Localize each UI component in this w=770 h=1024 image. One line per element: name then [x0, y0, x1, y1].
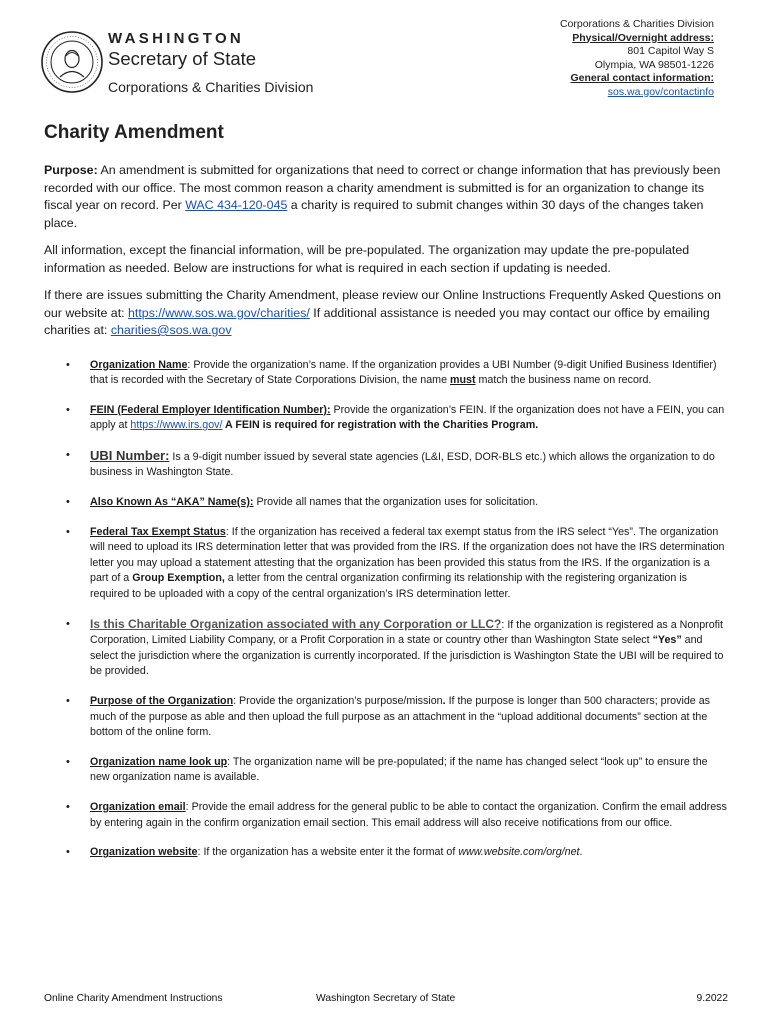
- item-text: : The organization name will be pre-populated; if the name has changed select “look up” to ensure the new organization name is available.: [90, 755, 708, 784]
- bullet-icon: •: [66, 358, 70, 371]
- list-item-association: [44, 617, 728, 680]
- bullet-icon: •: [66, 695, 70, 707]
- bullet-icon: •: [66, 755, 70, 768]
- page-title: Charity Amendment: [44, 122, 224, 143]
- purpose-text-2: a charity is required to submit changes within 30 days of the changes taken place.: [44, 198, 704, 230]
- item-title: Organization website: [90, 846, 198, 859]
- bullet-icon: •: [66, 846, 70, 859]
- item-text: : Provide the email address for the general public to be able to contact the organization. Confirm the email address by entering again in the confirm organization email section. This email address will also receive notifications from our office.: [90, 800, 727, 829]
- logo-washington: WASHINGTON: [108, 30, 245, 47]
- bullet-icon: •: [66, 448, 70, 461]
- item-title: Also Known As “AKA” Name(s):: [90, 496, 254, 509]
- item-title: FEIN (Federal Employer Identification Number):: [90, 403, 331, 416]
- list-item-organization-name: [44, 358, 728, 389]
- header-contact: [560, 18, 714, 99]
- item-text: If the purpose is longer than 500 characters; provide as much of the purpose as able and then upload the full purpose as an attachment in the “upload additional documents” section at the bottom of the online form.: [90, 695, 710, 739]
- list-item-tax-exempt: [44, 525, 728, 603]
- list-item-purpose: [44, 694, 728, 741]
- item-title: Is this Charitable Organization associated with any Corporation or LLC?: [90, 616, 502, 631]
- charities-website-link[interactable]: https://www.sos.wa.gov/charities/: [128, 305, 310, 320]
- help-text-2: If additional assistance is needed you may contact our office by emailing charities at:: [44, 305, 710, 337]
- bullet-icon: •: [66, 403, 70, 416]
- item-title: Organization email: [90, 800, 186, 813]
- item-text: : If the organization has received a federal tax exempt status from the IRS select “Yes”. The organization will need to upload its IRS determination letter that was provided from the IRS. If the organization does not have the IRS determination letter you may upload a statement attesting that the organization has been provided this status from the IRS. If the organization is a part of a: [90, 525, 725, 585]
- item-emphasis: must: [450, 374, 476, 387]
- logo-division: Corporations & Charities Division: [108, 79, 314, 95]
- purpose-text-1: An amendment is submitted for organizations that need to correct or change information that has previously been recorded with our office. The most common reason a charity amendment is submitted is for an organization to change its fiscal year on record. Per: [44, 163, 721, 212]
- item-text: match the business name on record.: [475, 374, 652, 387]
- prepopulated-paragraph: All information, except the financial information, will be pre-populated. The organization may update the pre-populated information as needed. Below are instructions for what is required in each section if updating is needed.: [44, 243, 690, 275]
- item-text: : If the organization is registered as a Nonprofit Corporation, Limited Liability Company, or a Profit Corporation in a state or country other than Washington State select: [90, 618, 723, 647]
- bullet-icon: •: [66, 800, 70, 813]
- list-item-aka: [44, 495, 728, 511]
- item-title: Purpose of the Organization: [90, 695, 234, 707]
- logo-secretary: Secretary of State: [108, 48, 257, 69]
- instruction-list: [44, 358, 728, 861]
- help-paragraph: [44, 287, 728, 340]
- irs-link[interactable]: https://www.irs.gov/: [130, 419, 223, 432]
- item-title: Organization name look up: [90, 755, 228, 768]
- header-contact-label: General contact information:: [570, 72, 714, 84]
- item-title: Federal Tax Exempt Status: [90, 525, 226, 538]
- item-text: : Provide the organization’s purpose/mission: [233, 695, 443, 707]
- item-text: : If the organization has a website enter it the format of: [197, 846, 459, 859]
- item-text: : Provide the organization’s name. If the organization provides a UBI Number (9-digit Unified Business Identifier) that is recorded with the Secretary of State Corporations Division, the name: [90, 358, 717, 387]
- item-text: and select the jurisdiction where the organization is currently incorporated. If the jurisdiction is Washington State the UBI will be required to be provided.: [90, 634, 724, 678]
- footer-center: Washington Secretary of State: [316, 993, 456, 1004]
- logo-text: [108, 30, 313, 95]
- footer-left: Online Charity Amendment Instructions: [44, 993, 223, 1004]
- item-text: Provide the organization’s FEIN. If the organization does not have a FEIN, you can apply at: [90, 403, 725, 432]
- item-emphasis: “Yes”: [652, 634, 682, 647]
- item-text: a letter from the central organization confirming its relationship with the registering organization is required to be uploaded with a copy of the central organization’s IRS determination letter.: [90, 572, 687, 601]
- item-emphasis: .: [442, 695, 446, 707]
- header-city: Olympia, WA 98501-1226: [594, 58, 714, 71]
- help-text-1: If there are issues submitting the Charity Amendment, please review our Online Instructions Frequently Asked Questions on our website at:: [44, 288, 722, 320]
- item-title: Organization Name: [90, 358, 188, 371]
- header-contact-link[interactable]: sos.wa.gov/contactinfo: [607, 85, 714, 98]
- document-body: [44, 162, 728, 875]
- wac-link[interactable]: WAC 434-120-045: [185, 198, 288, 212]
- list-item-website: [44, 845, 728, 861]
- item-emphasis: www.website.com/org/net: [458, 846, 580, 859]
- item-emphasis: A FEIN is required for registration with the Charities Program.: [222, 419, 539, 432]
- bullet-icon: •: [66, 496, 70, 509]
- charities-email-link[interactable]: charities@sos.wa.gov: [110, 323, 232, 337]
- bullet-icon: •: [66, 525, 70, 538]
- purpose-paragraph: [44, 162, 728, 232]
- list-item-ubi: [44, 448, 728, 481]
- item-text: .: [579, 846, 583, 859]
- purpose-label: Purpose:: [44, 163, 98, 177]
- item-emphasis: Group Exemption,: [132, 572, 225, 585]
- item-title: UBI Number:: [90, 447, 170, 463]
- list-item-fein: [44, 403, 728, 434]
- header-physical-label: Physical/Overnight address:: [572, 31, 714, 44]
- header-street: 801 Capitol Way S: [627, 45, 714, 57]
- footer-right: 9.2022: [696, 993, 728, 1004]
- header-division: Corporations & Charities Division: [559, 18, 714, 30]
- item-text: Is a 9-digit number issued by several state agencies (L&I, ESD, DOR-BLS etc.) which allows the organization to do business in Washington State.: [90, 450, 715, 479]
- bullet-icon: •: [66, 617, 70, 630]
- list-item-name-lookup: [44, 755, 728, 786]
- item-text: Provide all names that the organization uses for solicitation.: [253, 496, 539, 509]
- list-item-email: [44, 800, 728, 831]
- state-seal-icon: [40, 30, 104, 94]
